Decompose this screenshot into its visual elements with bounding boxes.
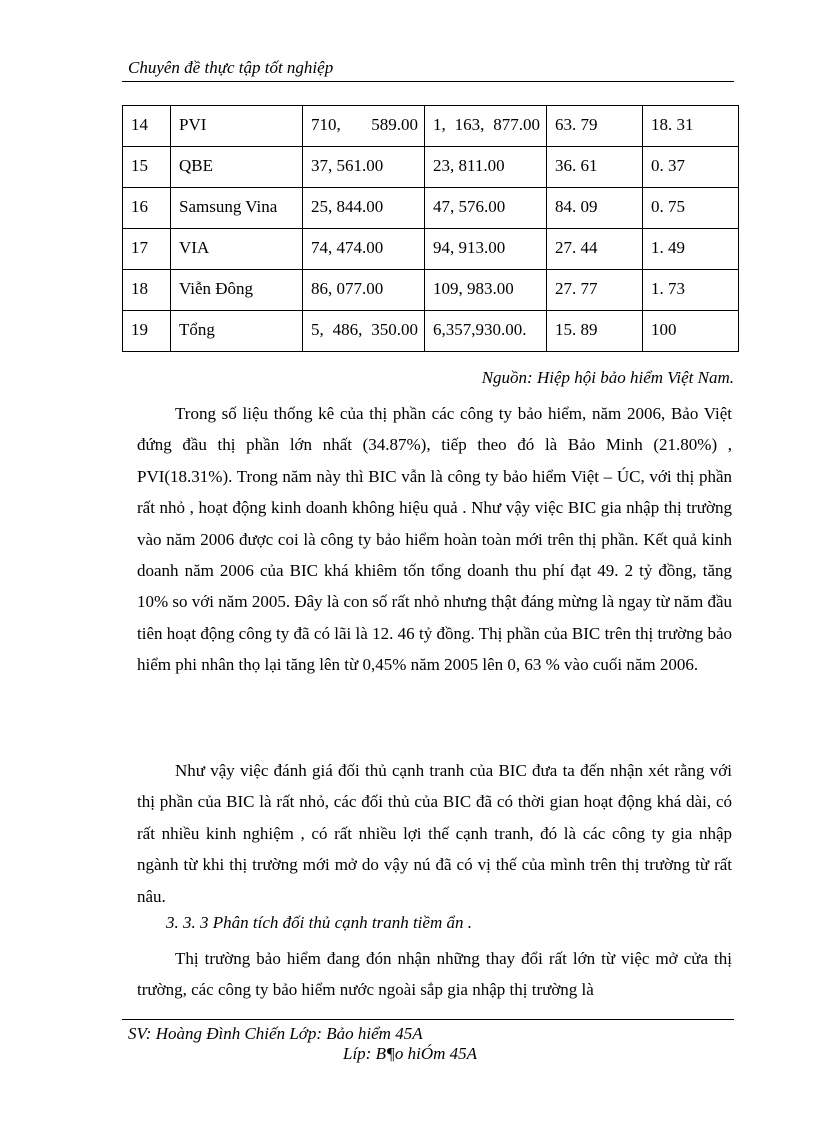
table-row <box>123 270 739 311</box>
market-share: 18. 31 <box>643 106 739 147</box>
table-row <box>123 106 739 147</box>
company-name: Samsung Vina <box>171 188 303 229</box>
page-header-title: Chuyên đề thực tập tốt nghiệp <box>128 58 334 77</box>
growth-rate: 36. 61 <box>547 147 643 188</box>
footer-class: Líp: B¶o hiÓm 45A <box>343 1044 478 1063</box>
row-number: 15 <box>123 147 171 188</box>
value-2006: 1, 163, 877.00 <box>425 106 547 147</box>
table-source-note: Nguồn: Hiệp hội bảo hiểm Việt Nam. <box>481 368 734 387</box>
row-number: 16 <box>123 188 171 229</box>
growth-rate: 15. 89 <box>547 311 643 352</box>
value-2005: 37, 561.00 <box>303 147 425 188</box>
market-share: 0. 75 <box>643 188 739 229</box>
footer-author: SV: Hoàng Đình Chiến Lớp: Bảo hiểm 45A <box>128 1024 423 1043</box>
value-2006: 94, 913.00 <box>425 229 547 270</box>
company-name: QBE <box>171 147 303 188</box>
footer-divider <box>122 1019 734 1020</box>
value-2006: 23, 811.00 <box>425 147 547 188</box>
table-row <box>123 147 739 188</box>
growth-rate: 63. 79 <box>547 106 643 147</box>
value-2005: 5, 486, 350.00 <box>303 311 425 352</box>
table-row <box>123 188 739 229</box>
growth-rate: 27. 77 <box>547 270 643 311</box>
company-name: Tổng <box>171 311 303 352</box>
company-name: PVI <box>171 106 303 147</box>
paragraph-market-share: Trong số liệu thống kê của thị phần các công ty bảo hiểm, năm 2006, Bảo Việt đứng đầu thị phần lớn nhất (34.87%), tiếp theo đó là Bảo Minh (21.80%) , PVI(18.31%). Trong năm này thì BIC vẫn là công ty bảo hiểm Việt – ÚC, với thị phần rất nhỏ , hoạt động kinh doanh không hiệu quả . Như vậy việc BIC gia nhập thị trường vào năm 2006 được coi là công ty bảo hiểm hoàn toàn mới trên thị phần. Kết quả kinh doanh năm 2006 của BIC khá khiêm tốn tổng doanh thu phí đạt 49. 2 tỷ đồng, tăng 10% so với năm 2005. Đây là con số rất nhỏ nhưng thật đáng mừng là ngay từ năm đầu tiên hoạt động công ty đã có lãi là 12. 46 tỷ đồng. Thị phần của BIC trên thị trường bảo hiểm phi nhân thọ lại tăng lên từ 0,45% năm 2005 lên 0, 63 % vào cuối năm 2006. <box>137 404 732 675</box>
row-number: 17 <box>123 229 171 270</box>
header-divider <box>122 81 734 82</box>
company-name: VIA <box>171 229 303 270</box>
row-number: 19 <box>123 311 171 352</box>
row-number: 18 <box>123 270 171 311</box>
market-share: 1. 49 <box>643 229 739 270</box>
company-name: Viễn Đông <box>171 270 303 311</box>
growth-rate: 84. 09 <box>547 188 643 229</box>
growth-rate: 27. 44 <box>547 229 643 270</box>
market-share: 0. 37 <box>643 147 739 188</box>
market-share: 1. 73 <box>643 270 739 311</box>
value-2005: 710, 589.00 <box>303 106 425 147</box>
table-row <box>123 311 739 352</box>
value-2005: 74, 474.00 <box>303 229 425 270</box>
market-share-table <box>122 105 739 352</box>
paragraph-potential-competitors: Thị trường bảo hiểm đang đón nhận những thay đổi rất lớn từ việc mở cửa thị trường, các công ty bảo hiểm nước ngoài sắp gia nhập thị trường là <box>137 949 732 1000</box>
paragraph-competitor-assessment: Như vậy việc đánh giá đối thủ cạnh tranh của BIC đưa ta đến nhận xét rằng với thị phần của BIC là rất nhỏ, các đối thủ của BIC đã có thời gian hoạt động khá dài, có rất nhiều kinh nghiệm , có rất nhiều lợi thế cạnh tranh, đó là các công ty gia nhập ngành từ khi thị trường mới mở do vậy nú đã có vị thế của mình trên thị trường từ rất nâu. <box>137 761 732 906</box>
value-2006: 47, 576.00 <box>425 188 547 229</box>
market-share: 100 <box>643 311 739 352</box>
row-number: 14 <box>123 106 171 147</box>
section-heading: 3. 3. 3 Phân tích đối thủ cạnh tranh tiềm ẩn . <box>166 913 472 932</box>
value-2006: 109, 983.00 <box>425 270 547 311</box>
table-row <box>123 229 739 270</box>
value-2006: 6,357,930.00. <box>425 311 547 352</box>
value-2005: 25, 844.00 <box>303 188 425 229</box>
value-2005: 86, 077.00 <box>303 270 425 311</box>
